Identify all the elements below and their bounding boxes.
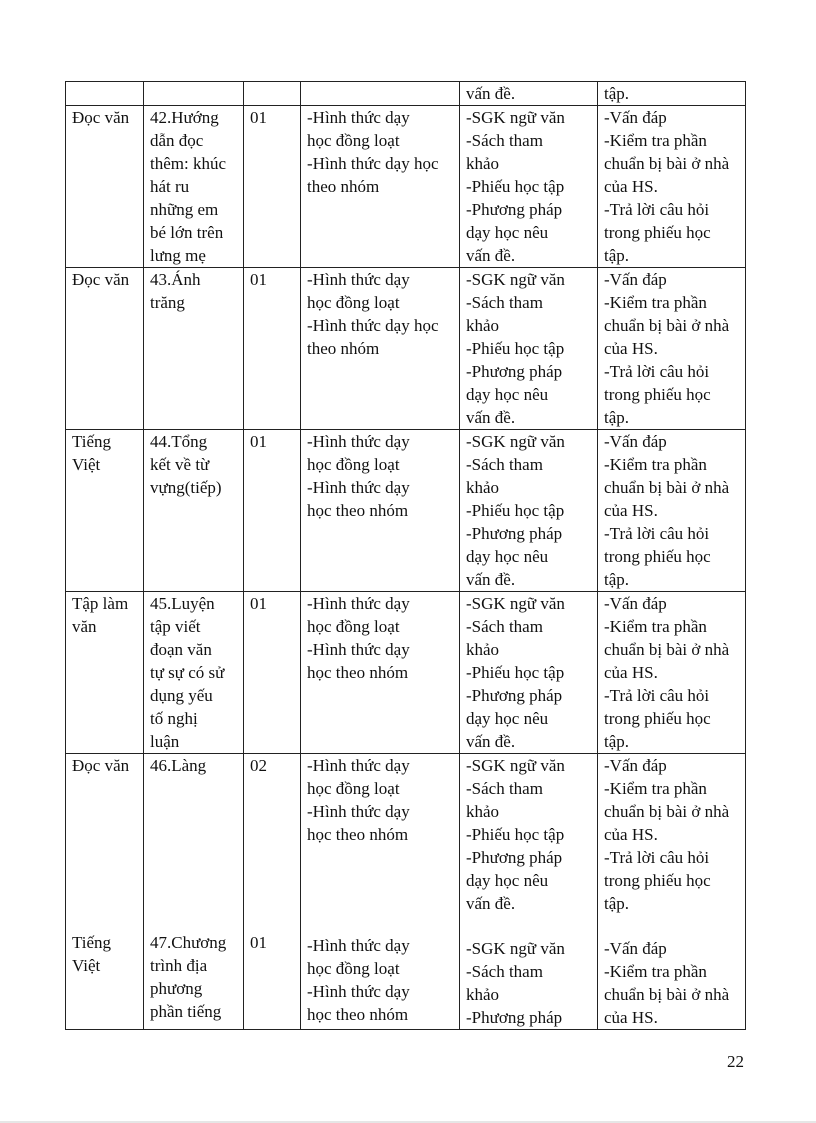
cell-line: khảo xyxy=(466,640,500,659)
cell-line xyxy=(150,887,239,909)
cell-line: tập viết xyxy=(150,617,201,636)
cell-line: Tiếng xyxy=(72,432,112,451)
cell-line: trình địa xyxy=(150,956,208,975)
cell-resources xyxy=(460,754,598,1030)
cell-line: 01 xyxy=(250,933,267,952)
cell-line: -Kiểm tra phần xyxy=(604,293,707,312)
cell-line: -SGK ngữ văn xyxy=(466,432,565,451)
cell-method xyxy=(301,592,460,754)
cell-resources xyxy=(460,592,598,754)
cell-line: dạy học nêu xyxy=(466,547,549,566)
cell-line: phần tiếng xyxy=(150,1002,222,1021)
cell-line: -Hình thức dạy xyxy=(307,270,410,289)
cell-line: -Vấn đáp xyxy=(604,432,667,451)
cell-line: -Phương pháp xyxy=(466,1008,563,1027)
cell-line: trong phiếu học xyxy=(604,547,711,566)
cell-subject xyxy=(66,754,144,1030)
cell-line: trong phiếu học xyxy=(604,871,711,890)
cell-line: dẫn đọc xyxy=(150,131,204,150)
cell-line: đoạn văn xyxy=(150,640,212,659)
cell-resources xyxy=(460,268,598,430)
cell-line xyxy=(604,915,741,937)
cell-line xyxy=(250,821,296,843)
cell-periods xyxy=(244,592,301,754)
cell-line: 01 xyxy=(250,594,267,613)
cell-line: -Sách tham xyxy=(466,455,543,474)
table-row xyxy=(66,106,746,268)
cell-method xyxy=(301,430,460,592)
cell-line: -Hình thức dạy học xyxy=(307,154,439,173)
cell-line: trong phiếu học xyxy=(604,385,711,404)
cell-line: -Phiếu học tập xyxy=(466,339,565,358)
cell-line xyxy=(72,777,139,799)
cell-line: kết về từ xyxy=(150,455,210,474)
cell-line: chuẩn bị bài ở nhà xyxy=(604,316,730,335)
cell-line xyxy=(150,843,239,865)
cell-subject xyxy=(66,430,144,592)
cell-line: khảo xyxy=(466,478,500,497)
cell-line: học đồng loạt xyxy=(307,779,400,798)
cell-line: -Sách tham xyxy=(466,131,543,150)
cell-line: của HS. xyxy=(604,1008,658,1027)
cell-line: 45.Luyện xyxy=(150,594,215,613)
table-row xyxy=(66,430,746,592)
cell-lesson xyxy=(144,268,244,430)
cell-line: -Vấn đáp xyxy=(604,939,667,958)
cell-line: -Vấn đáp xyxy=(604,594,667,613)
cell-line: -Hình thức dạy xyxy=(307,594,410,613)
cell-line: -Trả lời câu hỏi xyxy=(604,686,710,705)
cell-line: -Kiểm tra phần xyxy=(604,962,707,981)
cell-line xyxy=(307,868,455,890)
cell-method xyxy=(301,268,460,430)
page-number: 22 xyxy=(727,1052,744,1071)
cell-line: học đồng loạt xyxy=(307,131,400,150)
cell-line: -Hình thức dạy xyxy=(307,478,410,497)
cell-line: văn xyxy=(72,617,97,636)
cell-line xyxy=(307,846,455,868)
cell-line: dạy học nêu xyxy=(466,385,549,404)
cell-periods xyxy=(244,754,301,1030)
cell-line: tập. xyxy=(604,246,630,265)
cell-line: Tập làm xyxy=(72,594,129,613)
cell-line xyxy=(72,887,139,909)
cell-line: học đồng loạt xyxy=(307,617,400,636)
cell-line: -Hình thức dạy xyxy=(307,936,410,955)
cell-line: -Sách tham xyxy=(466,293,543,312)
cell-subject xyxy=(66,82,144,106)
cell-line: phương xyxy=(150,979,203,998)
cell-line: 43.Ánh xyxy=(150,270,201,289)
cell-line: chuẩn bị bài ở nhà xyxy=(604,154,730,173)
cell-line: khảo xyxy=(466,985,500,1004)
table-row xyxy=(66,754,746,1030)
cell-line: chuẩn bị bài ở nhà xyxy=(604,640,730,659)
cell-line: -Sách tham xyxy=(466,779,543,798)
cell-line: 01 xyxy=(250,432,267,451)
cell-line: 42.Hướng xyxy=(150,108,219,127)
cell-line: vấn đề. xyxy=(466,570,516,589)
cell-lesson xyxy=(144,592,244,754)
cell-line: tập. xyxy=(604,732,630,751)
cell-line xyxy=(250,777,296,799)
cell-line: -SGK ngữ văn xyxy=(466,270,565,289)
cell-line: của HS. xyxy=(604,177,658,196)
cell-line: -Hình thức dạy xyxy=(307,756,410,775)
cell-periods xyxy=(244,268,301,430)
cell-line: -Phiếu học tập xyxy=(466,501,565,520)
cell-line: tự sự có sử xyxy=(150,663,225,682)
cell-line: dụng yếu xyxy=(150,686,213,705)
cell-line: -SGK ngữ văn xyxy=(466,939,565,958)
cell-line: -Hình thức dạy xyxy=(307,640,410,659)
cell-resources xyxy=(460,82,598,106)
cell-line: của HS. xyxy=(604,339,658,358)
cell-line xyxy=(250,799,296,821)
cell-line: học theo nhóm xyxy=(307,663,409,682)
cell-line: -SGK ngữ văn xyxy=(466,594,565,613)
cell-line: -Sách tham xyxy=(466,617,543,636)
cell-line: -Phiếu học tập xyxy=(466,663,565,682)
cell-line: học theo nhóm xyxy=(307,825,409,844)
cell-line: -Phiếu học tập xyxy=(466,825,565,844)
table-body xyxy=(66,82,746,1030)
cell-line xyxy=(250,909,296,931)
cell-line: chuẩn bị bài ở nhà xyxy=(604,985,730,1004)
cell-line xyxy=(466,915,593,937)
cell-line: tập. xyxy=(604,570,630,589)
cell-line: -Trả lời câu hỏi xyxy=(604,848,710,867)
cell-lesson xyxy=(144,754,244,1030)
cell-method xyxy=(301,82,460,106)
cell-line: 02 xyxy=(250,756,267,775)
cell-line xyxy=(150,777,239,799)
cell-periods xyxy=(244,106,301,268)
cell-line: -Kiểm tra phần xyxy=(604,131,707,150)
cell-line: trong phiếu học xyxy=(604,223,711,242)
cell-line: -Kiểm tra phần xyxy=(604,779,707,798)
cell-line: Đọc văn xyxy=(72,756,130,775)
cell-line: vấn đề. xyxy=(466,408,516,427)
cell-resources xyxy=(460,430,598,592)
cell-assessment xyxy=(598,268,746,430)
table-row xyxy=(66,82,746,106)
cell-line: chuẩn bị bài ở nhà xyxy=(604,478,730,497)
cell-line xyxy=(72,909,139,931)
cell-line: tập. xyxy=(604,408,630,427)
cell-line: tố nghị xyxy=(150,709,198,728)
cell-line: dạy học nêu xyxy=(466,871,549,890)
cell-line: 44.Tổng xyxy=(150,432,208,451)
cell-assessment xyxy=(598,592,746,754)
cell-line: thêm: khúc xyxy=(150,154,227,173)
cell-line: -Phiếu học tập xyxy=(466,177,565,196)
cell-lesson xyxy=(144,82,244,106)
table-row xyxy=(66,592,746,754)
cell-line: -Phương pháp xyxy=(466,200,563,219)
cell-line: luận xyxy=(150,732,180,751)
cell-lesson xyxy=(144,430,244,592)
cell-line: -Phương pháp xyxy=(466,362,563,381)
cell-line: lưng mẹ xyxy=(150,246,206,265)
cell-line: -Vấn đáp xyxy=(604,108,667,127)
cell-line: -Phương pháp xyxy=(466,524,563,543)
cell-line: khảo xyxy=(466,316,500,335)
cell-line: học theo nhóm xyxy=(307,501,409,520)
cell-line: -Phương pháp xyxy=(466,686,563,705)
cell-resources xyxy=(460,106,598,268)
cell-line: khảo xyxy=(466,154,500,173)
cell-assessment xyxy=(598,754,746,1030)
cell-line: -Hình thức dạy xyxy=(307,108,410,127)
cell-line xyxy=(250,865,296,887)
cell-line: -SGK ngữ văn xyxy=(466,756,565,775)
cell-line: bé lớn trên xyxy=(150,223,224,242)
cell-line: -Kiểm tra phần xyxy=(604,455,707,474)
cell-line: học theo nhóm xyxy=(307,1005,409,1024)
cell-line: học đồng loạt xyxy=(307,293,400,312)
cell-subject xyxy=(66,592,144,754)
cell-line: -Trả lời câu hỏi xyxy=(604,362,710,381)
cell-assessment xyxy=(598,82,746,106)
cell-line: dạy học nêu xyxy=(466,223,549,242)
cell-periods xyxy=(244,430,301,592)
cell-line: tập. xyxy=(604,894,630,913)
cell-subject xyxy=(66,106,144,268)
cell-line: vấn đề. xyxy=(466,894,516,913)
table-row xyxy=(66,268,746,430)
cell-line: của HS. xyxy=(604,501,658,520)
cell-line: -Vấn đáp xyxy=(604,756,667,775)
cell-line: vựng(tiếp) xyxy=(150,478,222,497)
cell-line: học đồng loạt xyxy=(307,959,400,978)
cell-line: Việt xyxy=(72,455,101,474)
cell-line xyxy=(307,890,455,912)
cell-line: vấn đề. xyxy=(466,84,516,103)
cell-line: những em xyxy=(150,200,219,219)
cell-line: 01 xyxy=(250,108,267,127)
cell-line: theo nhóm xyxy=(307,177,380,196)
cell-line: trăng xyxy=(150,293,185,312)
cell-line: -Hình thức dạy học xyxy=(307,316,439,335)
cell-line: -Trả lời câu hỏi xyxy=(604,524,710,543)
cell-line: trong phiếu học xyxy=(604,709,711,728)
cell-method xyxy=(301,754,460,1030)
lesson-plan-table xyxy=(65,81,746,1030)
cell-line: Đọc văn xyxy=(72,108,130,127)
cell-line xyxy=(150,865,239,887)
cell-assessment xyxy=(598,106,746,268)
cell-line: chuẩn bị bài ở nhà xyxy=(604,802,730,821)
cell-line: Việt xyxy=(72,956,101,975)
cell-method xyxy=(301,106,460,268)
cell-line: của HS. xyxy=(604,663,658,682)
cell-line xyxy=(72,865,139,887)
cell-line: hát ru xyxy=(150,177,190,196)
cell-periods xyxy=(244,82,301,106)
cell-line: 46.Làng xyxy=(150,756,207,775)
cell-line xyxy=(72,821,139,843)
cell-line: -Vấn đáp xyxy=(604,270,667,289)
cell-line: 01 xyxy=(250,270,267,289)
cell-line xyxy=(307,912,455,934)
cell-line: 47.Chương xyxy=(150,933,227,952)
cell-assessment xyxy=(598,430,746,592)
cell-line: -Kiểm tra phần xyxy=(604,617,707,636)
cell-line: Tiếng xyxy=(72,933,112,952)
cell-line: của HS. xyxy=(604,825,658,844)
cell-line xyxy=(150,909,239,931)
cell-line xyxy=(72,799,139,821)
cell-line: theo nhóm xyxy=(307,339,380,358)
cell-line xyxy=(250,887,296,909)
cell-line: -Hình thức dạy xyxy=(307,802,410,821)
cell-line xyxy=(72,843,139,865)
cell-line xyxy=(150,799,239,821)
cell-line: -Trả lời câu hỏi xyxy=(604,200,710,219)
cell-line: -Sách tham xyxy=(466,962,543,981)
cell-line xyxy=(250,843,296,865)
cell-subject xyxy=(66,268,144,430)
cell-lesson xyxy=(144,106,244,268)
cell-line: -Phương pháp xyxy=(466,848,563,867)
cell-line xyxy=(250,82,296,104)
cell-line xyxy=(150,821,239,843)
cell-line: dạy học nêu xyxy=(466,709,549,728)
cell-line: Đọc văn xyxy=(72,270,130,289)
cell-line: học đồng loạt xyxy=(307,455,400,474)
cell-line: khảo xyxy=(466,802,500,821)
cell-line: vấn đề. xyxy=(466,732,516,751)
cell-line: -Hình thức dạy xyxy=(307,432,410,451)
cell-line: -Hình thức dạy xyxy=(307,982,410,1001)
cell-line: -SGK ngữ văn xyxy=(466,108,565,127)
cell-line: vấn đề. xyxy=(466,246,516,265)
cell-line: tập. xyxy=(604,84,630,103)
